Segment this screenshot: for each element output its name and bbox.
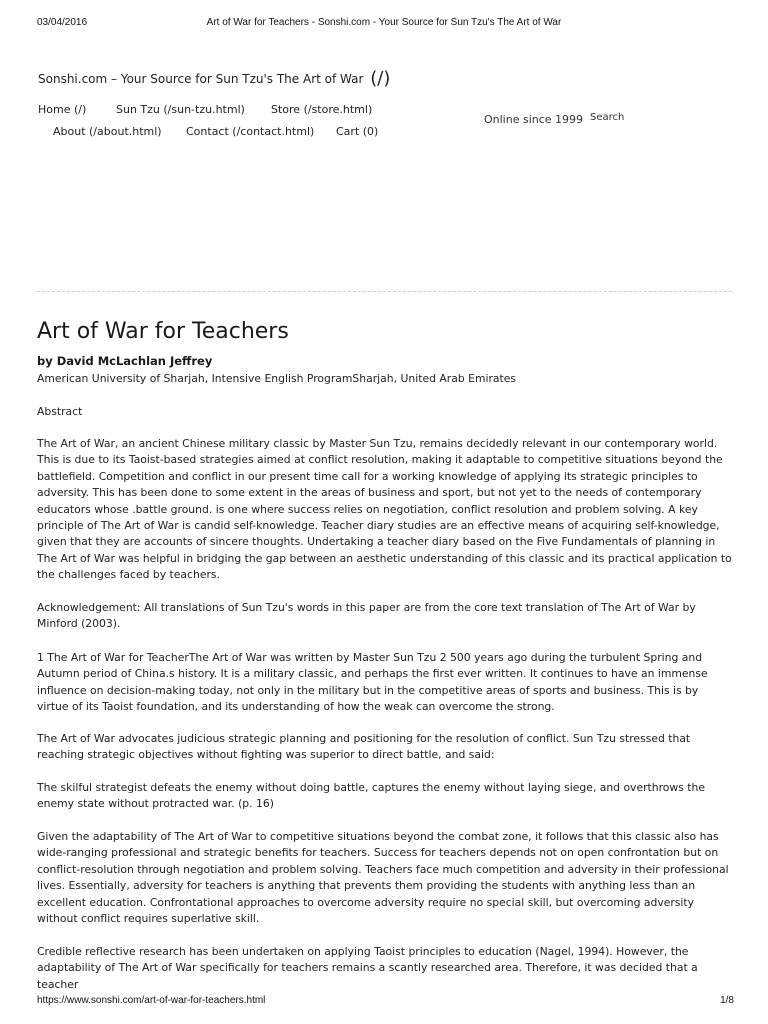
acknowledgement-paragraph: Acknowledgement: All translations of Sun Tzu's words in this paper are from the core text translation of The Art of War by Minford (2003). <box>37 601 696 631</box>
nav-store[interactable]: Store (/store.html) <box>271 103 373 116</box>
print-date: 03/04/2016 <box>37 17 88 28</box>
abstract-paragraph: The Art of War, an ancient Chinese military classic by Master Sun Tzu, remains decidedly relevant in our contemporary world. This is due to its Taoist-based strategies aimed at conflict resolution, making it adaptable to competitive situations beyond the battlefield. Competition and conflict in our present time call for a working knowledge of applying its strategic principles to adversity. This has been done to some extent in the areas of business and sport, but not yet to the needs of contemporary educators whose .battle ground. is one where success relies on negotiation, conflict resolution and problem solving. A key principle of The Art of War is candid self-knowledge. Teacher diary studies are an effective means of acquiring self-knowledge, given that they are accounts of sincere thoughts. Undertaking a teacher diary based on the Five Fundamentals of planning in The Art of War was helpful in bridging the gap between an aesthetic understanding of this classic and its practical application to the challenges faced by teachers. <box>37 437 732 582</box>
site-home-link[interactable]: (/) <box>370 68 391 89</box>
abstract-heading: Abstract <box>37 405 83 418</box>
site-title-link[interactable]: Sonshi.com – Your Source for Sun Tzu's The Art of War <box>38 72 364 86</box>
nav-about[interactable]: About (/about.html) <box>53 125 162 138</box>
body-paragraph: The Art of War advocates judicious strategic planning and positioning for the resolution of conflict. Sun Tzu stressed that reaching strategic objectives without fighting was superior to direct battle, and said: <box>37 732 691 762</box>
print-page-number: 1/8 <box>720 995 734 1006</box>
page-title: Art of War for Teachers <box>37 319 289 344</box>
print-footer <box>0 995 768 1009</box>
nav-sun-tzu[interactable]: Sun Tzu (/sun-tzu.html) <box>116 103 245 116</box>
online-since: Online since 1999 <box>484 113 584 126</box>
quote-paragraph: The skilful strategist defeats the enemy without doing battle, captures the enemy without laying siege, and overthrows the enemy state without protracted war. (p. 16) <box>37 781 706 811</box>
nav-contact[interactable]: Contact (/contact.html) <box>186 125 315 138</box>
body-paragraph: 1 The Art of War for TeacherThe Art of War was written by Master Sun Tzu 2 500 years ago during the turbulent Spring and Autumn period of China.s history. It is a military classic, and perhaps the first ever written. It continues to have an immense influence on decision-making today, not only in the military but in the competitive areas of sports and business. This is by virtue of its Taoist foundation, and its understanding of how the weak can overcome the strong. <box>37 651 708 714</box>
body-paragraph: Given the adaptability of The Art of War to competitive situations beyond the combat zone, it follows that this classic also has wide-ranging professional and strategic benefits for teachers. Success for teachers depends not on open confrontation but on conflict-resolution through negotiation and problem solving. Teachers face much competition and adversity in their professional lives. Essentially, adversity for teachers is anything that prevents them providing the students with anything less than an excellent education. Confrontational approaches to overcome adversity require no special skill, but overcoming adversity without conflict requires superlative skill. <box>37 830 729 926</box>
search-link[interactable]: Search <box>590 112 625 123</box>
nav-home[interactable]: Home (/) <box>38 103 87 116</box>
author-affiliation: American University of Sharjah, Intensive English ProgramSharjah, United Arab Emirates <box>37 372 517 385</box>
nav-cart[interactable]: Cart (0) <box>336 125 379 138</box>
body-paragraph: Credible reflective research has been undertaken on applying Taoist principles to education (Nagel, 1994). However, the adaptability of The Art of War specifically for teachers remains a scantly researched area. Therefore, it was decided that a teacher <box>37 945 698 991</box>
header-divider <box>37 291 732 292</box>
site-title[interactable] <box>38 67 390 88</box>
print-url: https://www.sonshi.com/art-of-war-for-teachers.html <box>37 995 266 1006</box>
print-header <box>0 17 768 31</box>
author-byline: by David McLachlan Jeffrey <box>37 354 213 368</box>
print-page-title: Art of War for Teachers - Sonshi.com - Your Source for Sun Tzu's The Art of War <box>206 17 562 28</box>
